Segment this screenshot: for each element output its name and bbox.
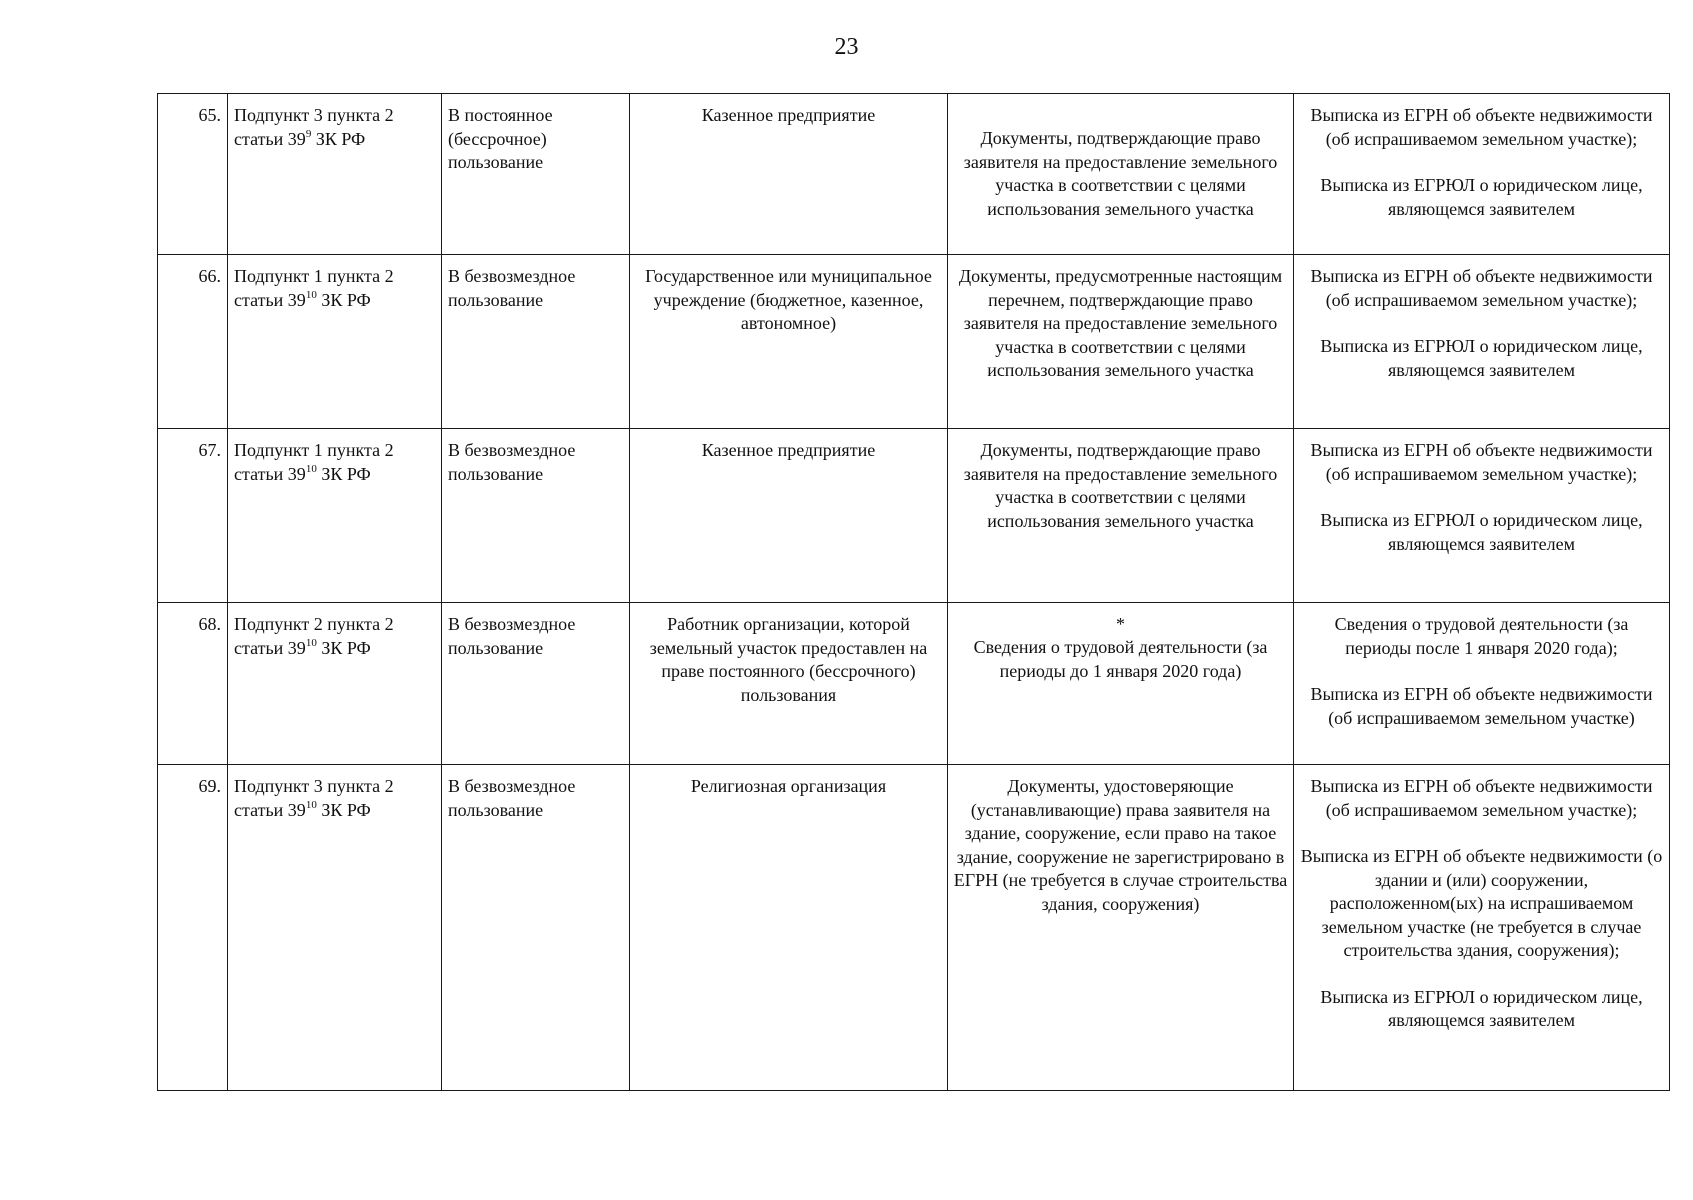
right-type-cell: В безвозмездное пользование [442, 765, 630, 1091]
legal-basis-cell: Подпункт 1 пункта 2 статьи $39^{10}$ ЗК РФ [228, 429, 442, 603]
legal-basis-cell: Подпункт 1 пункта 2 статьи $39^{10}$ ЗК РФ [228, 255, 442, 429]
row-number: 67. [158, 429, 228, 603]
applicant-cell: Казенное предприятие [630, 429, 948, 603]
table-row [158, 94, 1670, 255]
requests-cell: Выписка из ЕГРН об объекте недвижимости (об испрашиваемом земельном участке); Выписка из ЕГРЮЛ о юридическом лице, являющемся заявителем [1294, 255, 1670, 429]
documents-cell: Документы, удостоверяющие (устанавливающие) права заявителя на здание, сооружение, если право на такое здание, сооружение не зарегистрировано в ЕГРН (не требуется в случае строительства здания, сооружения) [948, 765, 1294, 1091]
footnote-mark: * [1116, 614, 1125, 634]
documents-cell: Документы, предусмотренные настоящим перечнем, подтверждающие право заявителя на предоставление земельного участка в соответствии с целями использования земельного участка [948, 255, 1294, 429]
applicant-cell: Государственное или муниципальное учреждение (бюджетное, казенное, автономное) [630, 255, 948, 429]
table-row [158, 429, 1670, 603]
table-row [158, 765, 1670, 1091]
requests-cell: Выписка из ЕГРН об объекте недвижимости (об испрашиваемом земельном участке); Выписка из ЕГРН об объекте недвижимости (о здании и (или) сооружении, расположенном(ых) на испрашиваемом земельном участке (не требуется в случае строительства здания, сооружения); Выписка из ЕГРЮЛ о юридическом лице, являющемся заявителем [1294, 765, 1670, 1091]
legal-basis-cell: Подпункт 3 пункта 2 статьи $39^{10}$ ЗК РФ [228, 765, 442, 1091]
applicant-cell: Казенное предприятие [630, 94, 948, 255]
right-type-cell: В безвозмездное пользование [442, 429, 630, 603]
requests-cell: Сведения о трудовой деятельности (за периоды после 1 января 2020 года); Выписка из ЕГРН об объекте недвижимости (об испрашиваемом земельном участке) [1294, 603, 1670, 765]
row-number: 66. [158, 255, 228, 429]
table-row [158, 255, 1670, 429]
row-number: 69. [158, 765, 228, 1091]
right-type-cell: В безвозмездное пользование [442, 255, 630, 429]
applicant-cell: Работник организации, которой земельный участок предоставлен на праве постоянного (бессрочного) пользования [630, 603, 948, 765]
legal-basis-cell: Подпункт 2 пункта 2 статьи $39^{10}$ ЗК РФ [228, 603, 442, 765]
applicant-cell: Религиозная организация [630, 765, 948, 1091]
table-row [158, 603, 1670, 765]
documents-cell: Документы, подтверждающие право заявителя на предоставление земельного участка в соответствии с целями использования земельного участка [948, 429, 1294, 603]
documents-cell: * Сведения о трудовой деятельности (за периоды до 1 января 2020 года) [948, 603, 1294, 765]
requests-cell: Выписка из ЕГРН об объекте недвижимости (об испрашиваемом земельном участке); Выписка из ЕГРЮЛ о юридическом лице, являющемся заявителем [1294, 94, 1670, 255]
page-number: 23 [834, 34, 859, 60]
requests-cell: Выписка из ЕГРН об объекте недвижимости (об испрашиваемом земельном участке); Выписка из ЕГРЮЛ о юридическом лице, являющемся заявителем [1294, 429, 1670, 603]
row-number: 65. [158, 94, 228, 255]
documents-cell: Документы, подтверждающие право заявителя на предоставление земельного участка в соответствии с целями использования земельного участка [948, 94, 1294, 255]
row-number: 68. [158, 603, 228, 765]
documents-table [157, 93, 1670, 1091]
right-type-cell: В постоянное (бессрочное) пользование [442, 94, 630, 255]
right-type-cell: В безвозмездное пользование [442, 603, 630, 765]
legal-basis-cell: Подпункт 3 пункта 2 статьи $39^9$ ЗК РФ [228, 94, 442, 255]
